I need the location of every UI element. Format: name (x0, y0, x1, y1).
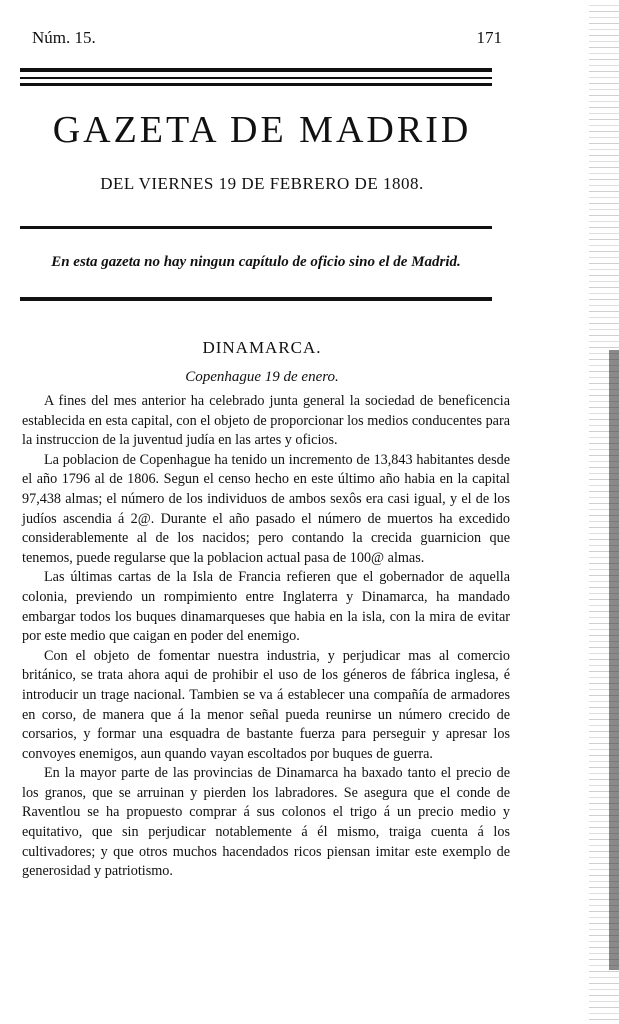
article-paragraph: A fines del mes anterior ha celebrado junta general la sociedad de beneficencia establecida en esta capital, con el objeto de proporcionar los medios conducentes para la instruccion de la juventud judía en las artes y oficios. (22, 393, 510, 449)
section-dateline: Copenhague 19 de enero. (185, 369, 339, 385)
section-title: DINAMARCA. (202, 338, 322, 357)
divider-rule-lower (20, 297, 492, 301)
masthead-date: DEL VIERNES 19 DE FEBRERO DE 1808. (100, 174, 424, 193)
masthead-title: GAZETA DE MADRID (52, 109, 472, 151)
article-body (22, 392, 510, 882)
masthead-rule-middle (20, 77, 492, 79)
article-paragraph: Las últimas cartas de la Isla de Francia refieren que el gobernador de aquella colonia, previendo un rompimiento entre Inglaterra y Dinamarca, ha mandado embargar todos los buques dinamarqueses que habia en la isla, con la mira de evitar por este medio que caigan en poder del enemigo. (22, 569, 510, 645)
masthead-rule-top (20, 68, 492, 72)
article-paragraph: En la mayor parte de las provincias de Dinamarca ha baxado tanto el precio de los granos, que se arruinan y pierden los labradores. Se asegura que el conde de Raventlou se ha propuesto comprar á sus colonos el trigo á un precio medio y equitativo, que sin perjudicar notablemente á él mismo, traiga cuenta á los cultivadores; y que otros muchos hacendados ricos piensan imitar este exemplo de generosidad y patriotismo. (22, 765, 510, 880)
divider-rule-upper (20, 226, 492, 229)
article-paragraph: La poblacion de Copenhague ha tenido un incremento de 13,843 habitantes desde el año 1796 al de 1806. Segun el censo hecho en este último año habia en la capital 97,438 almas; el número de los individuos de ambos sexôs era casi igual, y el de los judíos ascendia á 2@. Durante el año pasado el número de muertos ha excedido considerablemente al de los nacidos; pero contando la crecida guarnicion que tenemos, puede regularse que la poblacion actual pasa de 100@ almas. (22, 451, 510, 566)
official-notice: En esta gazeta no hay ningun capítulo de oficio sino el de Madrid. (51, 254, 461, 270)
issue-number: Núm. 15. (32, 28, 96, 47)
article-paragraph: Con el objeto de fomentar nuestra industria, y perjudicar mas al comercio británico, se trata ahora aqui de prohibir el uso de los géneros de fábrica inglesa, é introducir un trage nacional. Tambien se va á establecer una compañía de armadores en corso, de manera que á la menor señal pueda reunirse un número crecido de corsarios, y formar una esquadra de bastante fuerza para perseguir y apresar los convoyes enemigos, aun quando vayan escoltados por buques de guerra. (22, 647, 510, 762)
page-header (32, 28, 502, 52)
masthead-rule-bottom (20, 83, 492, 86)
page-number: 171 (476, 28, 502, 47)
scanned-page-shadow (609, 350, 619, 970)
